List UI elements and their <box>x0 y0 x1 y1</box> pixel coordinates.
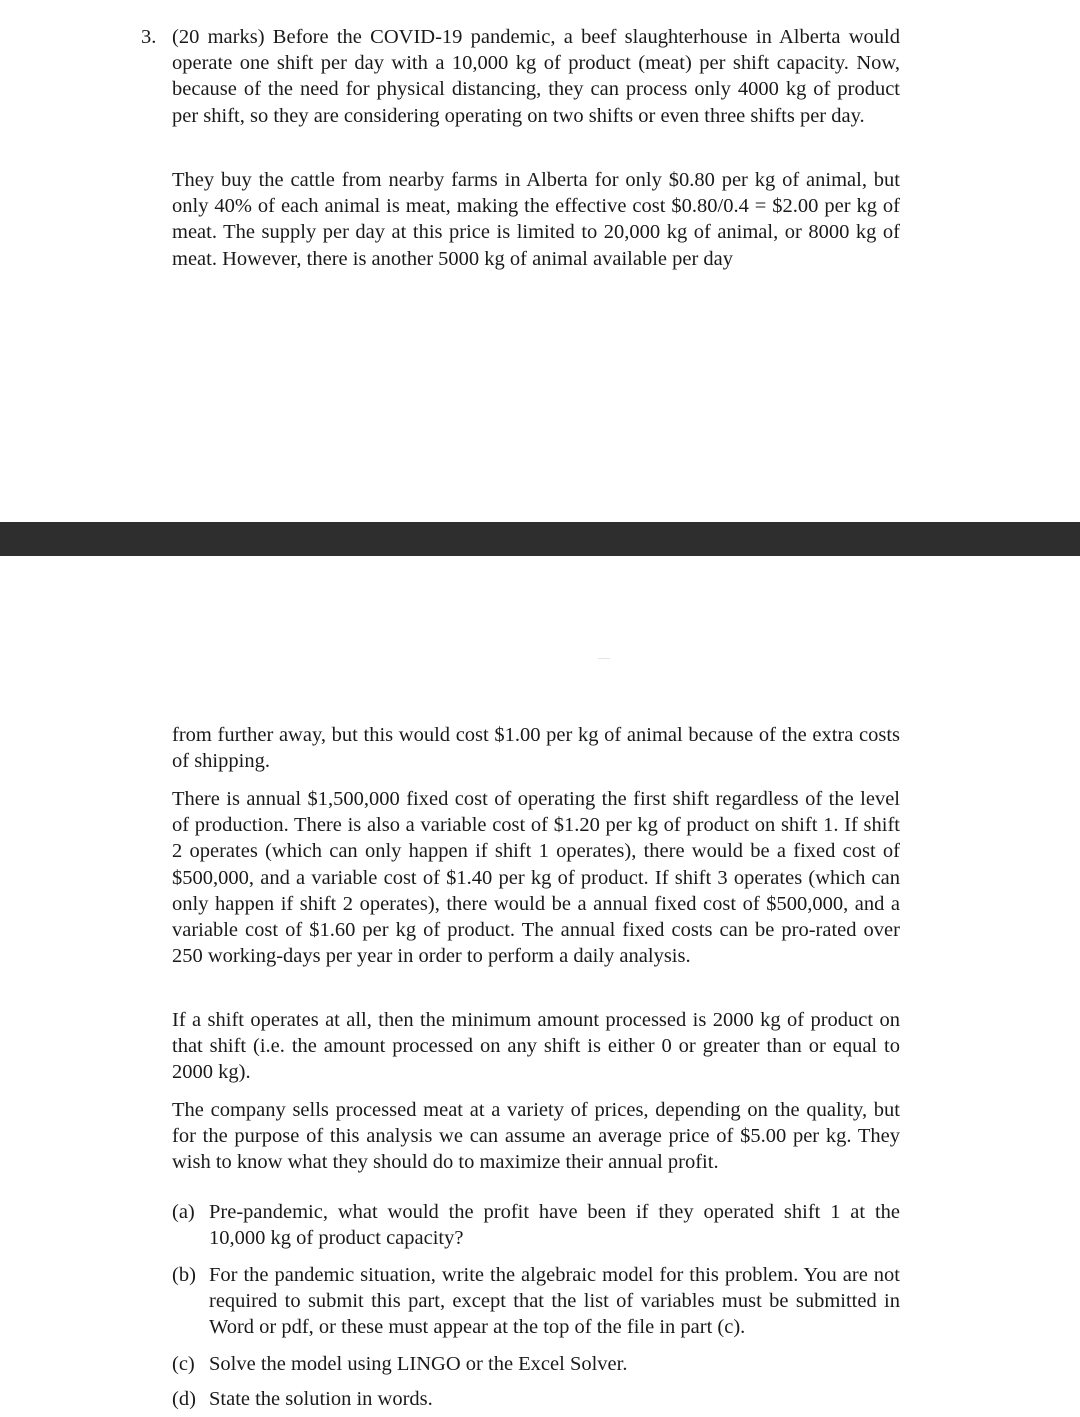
part-b-label: (b) <box>172 1264 196 1286</box>
part-a <box>172 1199 900 1251</box>
paragraph-costs: There is annual $1,500,000 fixed cost of operating the first shift regardless of the level of production. There is also a variable cost of $1.20 per kg of product on shift 1. If shift 2 operates (which can only happen if shift 1 operates), there would be a fixed cost of $500,000, and a variable cost of $1.40 per kg of product. If shift 3 operates (which can only happen if shift 2 operates), there would be a annual fixed cost of $500,000, and a variable cost of $1.60 per kg of product. The annual fixed costs can be pro-rated over 250 working-days per year in order to perform a daily analysis. <box>172 788 900 968</box>
paragraph-cattle-supply-continued: from further away, but this would cost $1.00 per kg of animal because of the extra costs of shipping. <box>172 724 900 773</box>
paragraph-minimum-amount: If a shift operates at all, then the minimum amount processed is 2000 kg of product on that shift (i.e. the amount processed on any shift is either 0 or greater than or equal to 2000 kg). <box>172 1009 900 1084</box>
paragraph-sales-price: The company sells processed meat at a variety of prices, depending on the quality, but for the purpose of this analysis we can assume an average price of $5.00 per kg. They wish to know what they should do to maximize their annual profit. <box>172 1099 900 1174</box>
question-number: 3. <box>141 26 157 48</box>
part-c <box>172 1351 900 1377</box>
part-b-text: For the pandemic situation, write the algebraic model for this problem. You are not required to submit this part, except that the list of variables must be submitted in Word or pdf, or these must appear at the top of the file in part (c). <box>209 1264 900 1339</box>
part-c-label: (c) <box>172 1353 195 1375</box>
part-d <box>172 1386 900 1412</box>
page-top-section <box>0 0 1080 522</box>
paragraph-cattle-supply: They buy the cattle from nearby farms in Alberta for only $0.80 per kg of animal, but only 40% of each animal is meat, making the effective cost $0.80/0.4 = $2.00 per kg of meat. The supply per day at this price is limited to 20,000 kg of animal, or 8000 kg of meat. However, there is another 5000 kg of animal available per day <box>172 169 900 270</box>
part-c-text: Solve the model using LINGO or the Excel Solver. <box>209 1353 628 1375</box>
part-a-label: (a) <box>172 1201 195 1223</box>
scan-artifact <box>598 658 610 659</box>
part-a-text: Pre-pandemic, what would the profit have been if they operated shift 1 at the 10,000 kg of product capacity? <box>209 1201 900 1250</box>
part-d-label: (d) <box>172 1388 196 1410</box>
paragraph-intro: (20 marks) Before the COVID-19 pandemic, a beef slaughterhouse in Alberta would operate one shift per day with a 10,000 kg of product (meat) per shift capacity. Now, because of the need for physical distancing, they can process only 4000 kg of product per shift, so they are considering operating on two shifts or even three shifts per day. <box>172 26 900 127</box>
page-divider-bar <box>0 522 1080 556</box>
part-d-text: State the solution in words. <box>209 1388 433 1410</box>
part-b <box>172 1262 900 1341</box>
